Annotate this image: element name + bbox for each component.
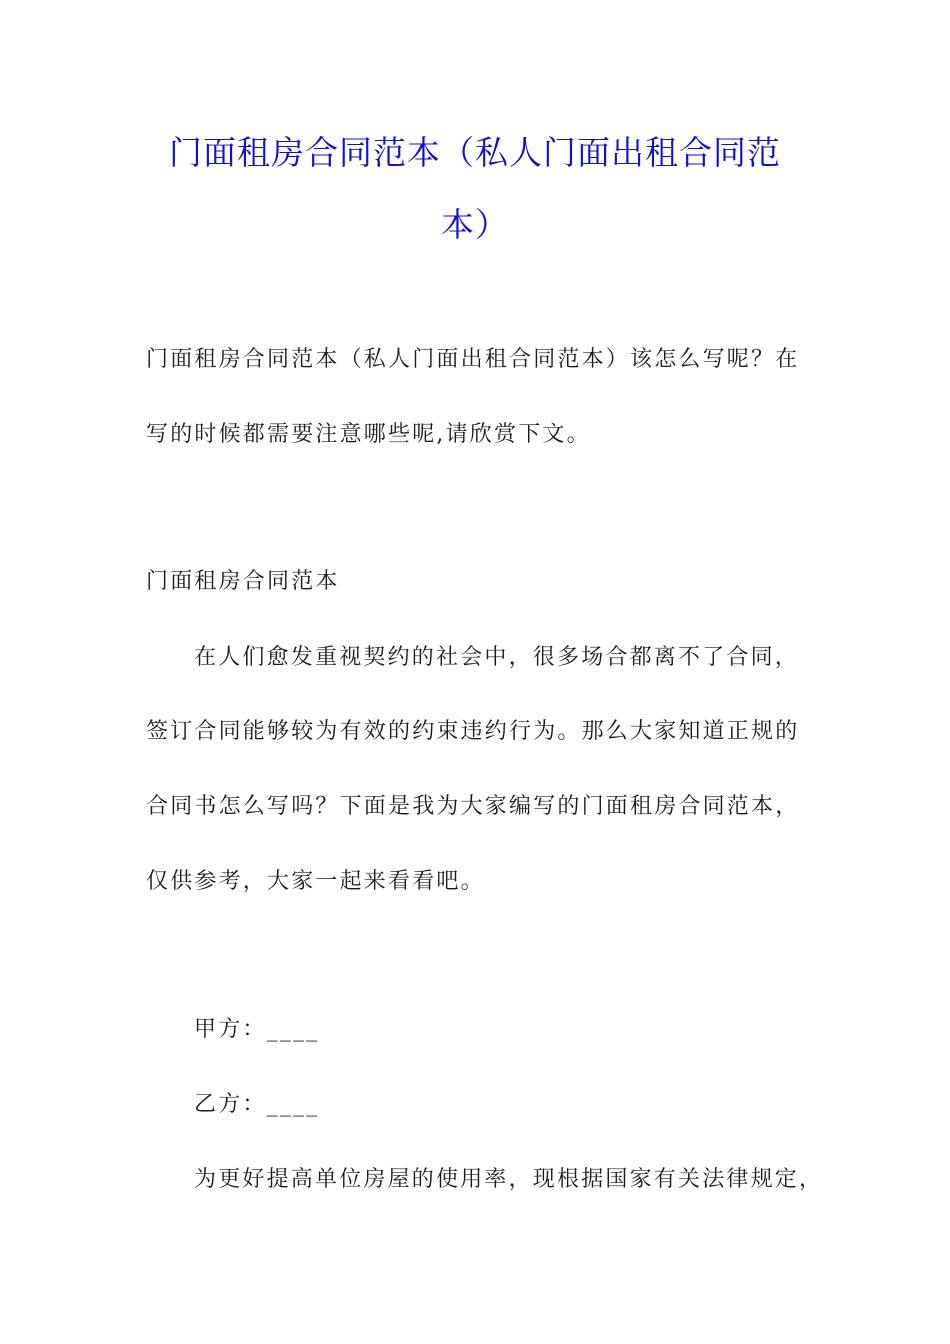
party-a-field: 甲方：____ bbox=[194, 1017, 320, 1042]
paragraph-2-line-1: 为更好提高单位房屋的使用率，现根据国家有关法律规定， bbox=[194, 1167, 824, 1192]
section-heading: 门面租房合同范本 bbox=[146, 569, 340, 594]
document-title-line-2: 本） bbox=[441, 205, 509, 244]
paragraph-1-line-1: 在人们愈发重视契约的社会中，很多场合都离不了合同， bbox=[194, 645, 800, 670]
intro-line-2: 写的时候都需要注意哪些呢,请欣赏下文。 bbox=[146, 422, 591, 447]
paragraph-1-line-2: 签订合同能够较为有效的约束违约行为。那么大家知道正规的 bbox=[146, 719, 800, 744]
party-b-field: 乙方：____ bbox=[194, 1092, 320, 1117]
paragraph-1-line-4: 仅供参考，大家一起来看看吧。 bbox=[146, 869, 485, 894]
intro-line-1: 门面租房合同范本（私人门面出租合同范本）该怎么写呢？在 bbox=[146, 347, 800, 372]
paragraph-1-line-3: 合同书怎么写吗？下面是我为大家编写的门面租房合同范本， bbox=[146, 794, 800, 819]
document-title-line-1: 门面租房合同范本（私人门面出租合同范 bbox=[169, 133, 781, 172]
